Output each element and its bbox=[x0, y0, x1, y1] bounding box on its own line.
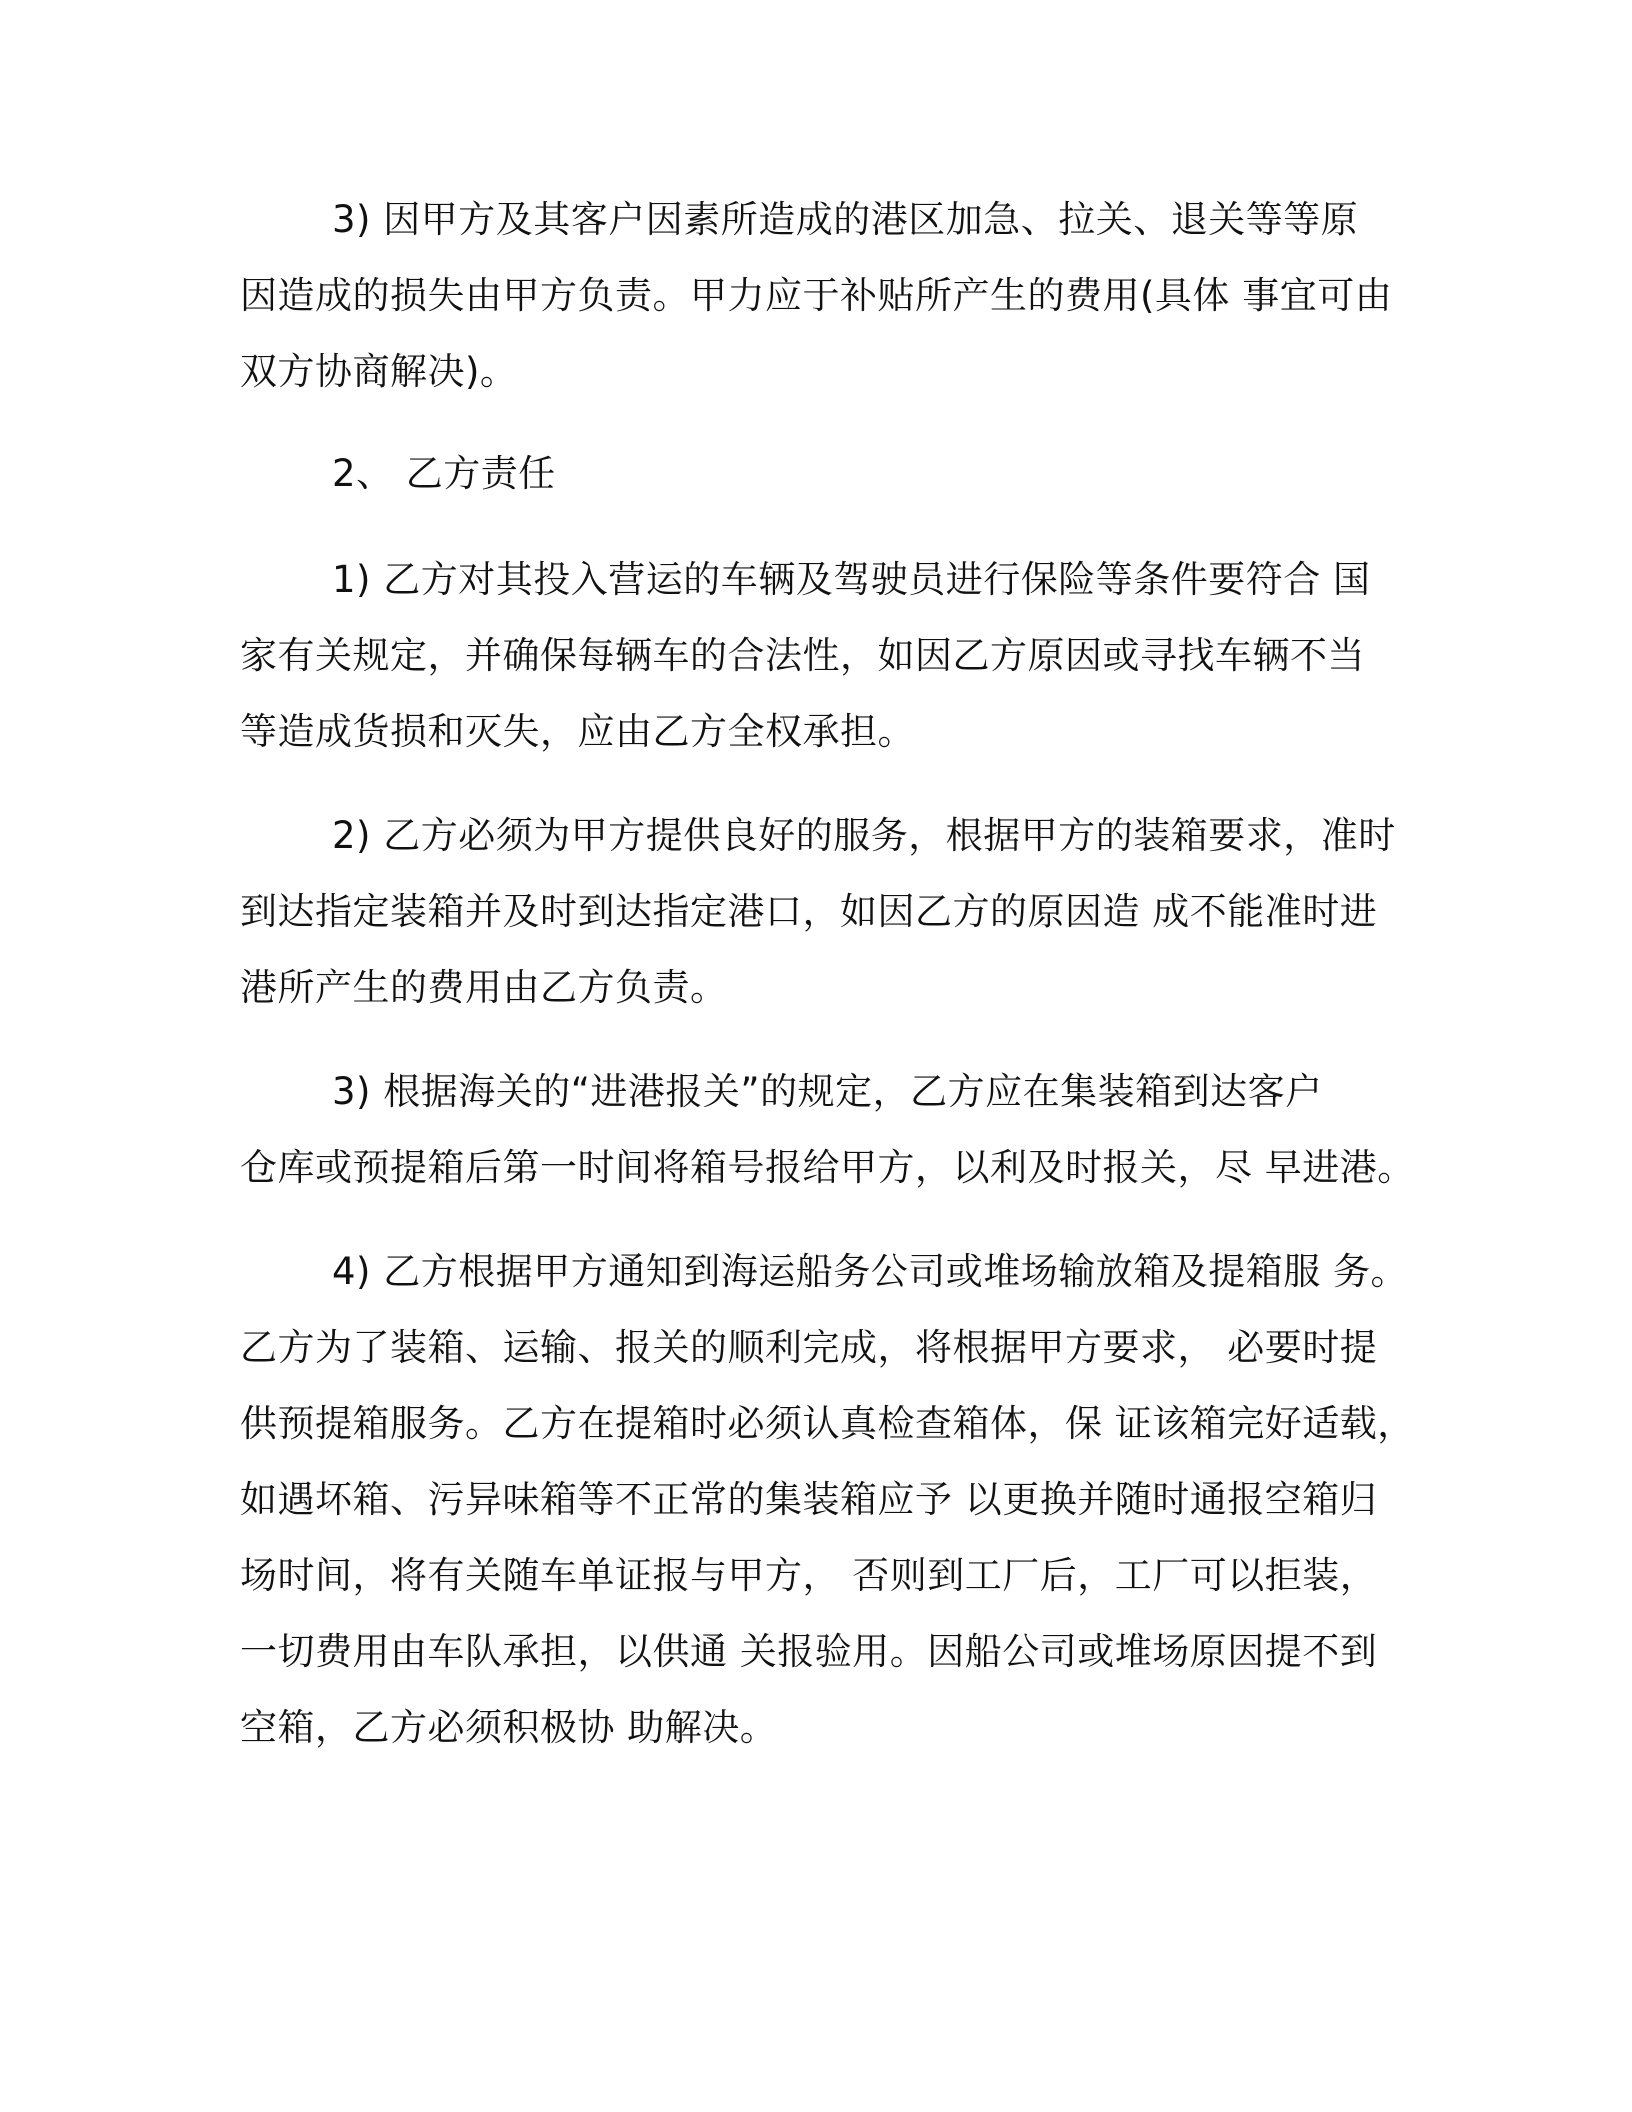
item-4-line-4: 如遇坏箱、污异味箱等不正常的集装箱应予 以更换并随时通报空箱归 bbox=[240, 1478, 1378, 1521]
paragraph-3-line-1: 3) 因甲方及其客户因素所造成的港区加急、拉关、退关等等原 bbox=[332, 198, 1359, 241]
item-4-line-6: 一切费用由车队承担，以供通 关报验用。因船公司或堆场原因提不到 bbox=[240, 1630, 1378, 1673]
item-3-line-2: 仓库或预提箱后第一时间将箱号报给甲方，以利及时报关，尽 早进港。 bbox=[240, 1146, 1415, 1189]
item-4-line-7: 空箱，乙方必须积极协 助解决。 bbox=[240, 1706, 778, 1749]
section-heading-party-b: 2、 乙方责任 bbox=[332, 452, 556, 495]
item-4-line-2: 乙方为了装箱、运输、报关的顺利完成，将根据甲方要求， 必要时提 bbox=[240, 1326, 1378, 1369]
item-2-line-1: 2) 乙方必须为甲方提供良好的服务，根据甲方的装箱要求，准时 bbox=[332, 814, 1396, 857]
paragraph-3-line-2: 因造成的损失由甲方负责。甲力应于补贴所产生的费用(具体 事宜可由 bbox=[240, 274, 1393, 317]
item-2-line-3: 港所产生的费用由乙方负责。 bbox=[240, 966, 728, 1009]
item-1-line-3: 等造成货损和灭失，应由乙方全权承担。 bbox=[240, 710, 915, 753]
paragraph-3-line-3: 双方协商解决)。 bbox=[240, 350, 518, 393]
item-4-line-5: 场时间，将有关随车单证报与甲方， 否则到工厂后，工厂可以拒装， bbox=[240, 1554, 1378, 1597]
item-2-line-2: 到达指定装箱并及时到达指定港口，如因乙方的原因造 成不能准时进 bbox=[240, 890, 1378, 933]
item-3-line-1: 3) 根据海关的“进港报关”的规定，乙方应在集装箱到达客户 bbox=[332, 1070, 1323, 1113]
item-4-line-1: 4) 乙方根据甲方通知到海运船务公司或堆场输放箱及提箱服 务。 bbox=[332, 1250, 1408, 1293]
item-1-line-1: 1) 乙方对其投入营运的车辆及驾驶员进行保险等条件要符合 国 bbox=[332, 558, 1371, 601]
item-4-line-3: 供预提箱服务。乙方在提箱时必须认真检查箱体，保 证该箱完好适载， bbox=[240, 1402, 1415, 1445]
item-1-line-2: 家有关规定，并确保每辆车的合法性，如因乙方原因或寻找车辆不当 bbox=[240, 634, 1365, 677]
